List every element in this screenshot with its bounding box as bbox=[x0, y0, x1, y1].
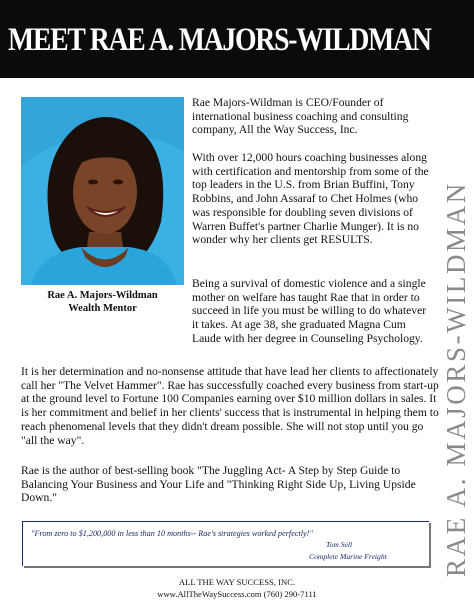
header-banner bbox=[0, 0, 474, 78]
portrait-illustration bbox=[21, 97, 184, 285]
vertical-side-title: RAE A. MAJORS-WILDMAN bbox=[441, 181, 471, 577]
portrait-photo bbox=[21, 97, 184, 285]
testimonial-box bbox=[22, 521, 429, 566]
bio-paragraph-1: Rae Majors-Wildman is CEO/Founder of international business coaching and consulting company, All the Way Success, Inc. bbox=[192, 96, 409, 137]
caption-role: Wealth Mentor bbox=[68, 303, 137, 314]
footer-contact: www.AllTheWaySuccess.com (760) 290-7111 bbox=[157, 589, 317, 599]
photo-caption bbox=[21, 289, 184, 315]
footer-company: ALL THE WAY SUCCESS, INC. bbox=[178, 577, 296, 587]
page-title: MEET RAE A. MAJORS-WILDMAN bbox=[8, 22, 431, 58]
bio-paragraph-5: Rae is the author of best-selling book "The Juggling Act- A Step by Step Guide to Balancing Your Business and Your Life and "Thinking Right Side Up, Living Upside Down." bbox=[21, 464, 416, 505]
bio-paragraph-2: With over 12,000 hours coaching businesses along with certification and mentorship from some of the top leaders in the U.S. from Brian Buffini, Tony Robbins, and John Assaraf to Chet Holmes (who was responsible for doubling seven divisions of Warren Buffet's partner Charlie Munger). It is no wonder why her clients get RESULTS. bbox=[192, 151, 429, 247]
caption-name: Rae A. Majors-Wildman bbox=[47, 290, 158, 301]
bio-paragraph-3: Being a survival of domestic violence and a single mother on welfare has taught Rae that in order to succeed in life you must be willing to do whatever it takes. At age 38, she graduated Magna Cum Laude with her degree in Counseling Psychology. bbox=[192, 277, 427, 345]
testimonial-name: Tom Sell bbox=[326, 540, 353, 549]
bio-paragraph-4: It is her determination and no-nonsense attitude that have lead her clients to affectionately call her "The Velvet Hammer". Rae has successfully coached every business from start-up at the ground level to Fortune 100 Companies earning over $10 million dollars in sales. It is her commitment and belief in her clients' success that is instrumental in helping them to reach phenomenal levels that they didn't dream possible. She will not stop until you go "all the way". bbox=[21, 365, 439, 447]
testimonial-company: Complete Marine Freight bbox=[309, 552, 387, 561]
testimonial-quote: "From zero to $1,200,000 in less than 10 months-- Rae's strategies worked perfectly!" bbox=[31, 529, 313, 538]
